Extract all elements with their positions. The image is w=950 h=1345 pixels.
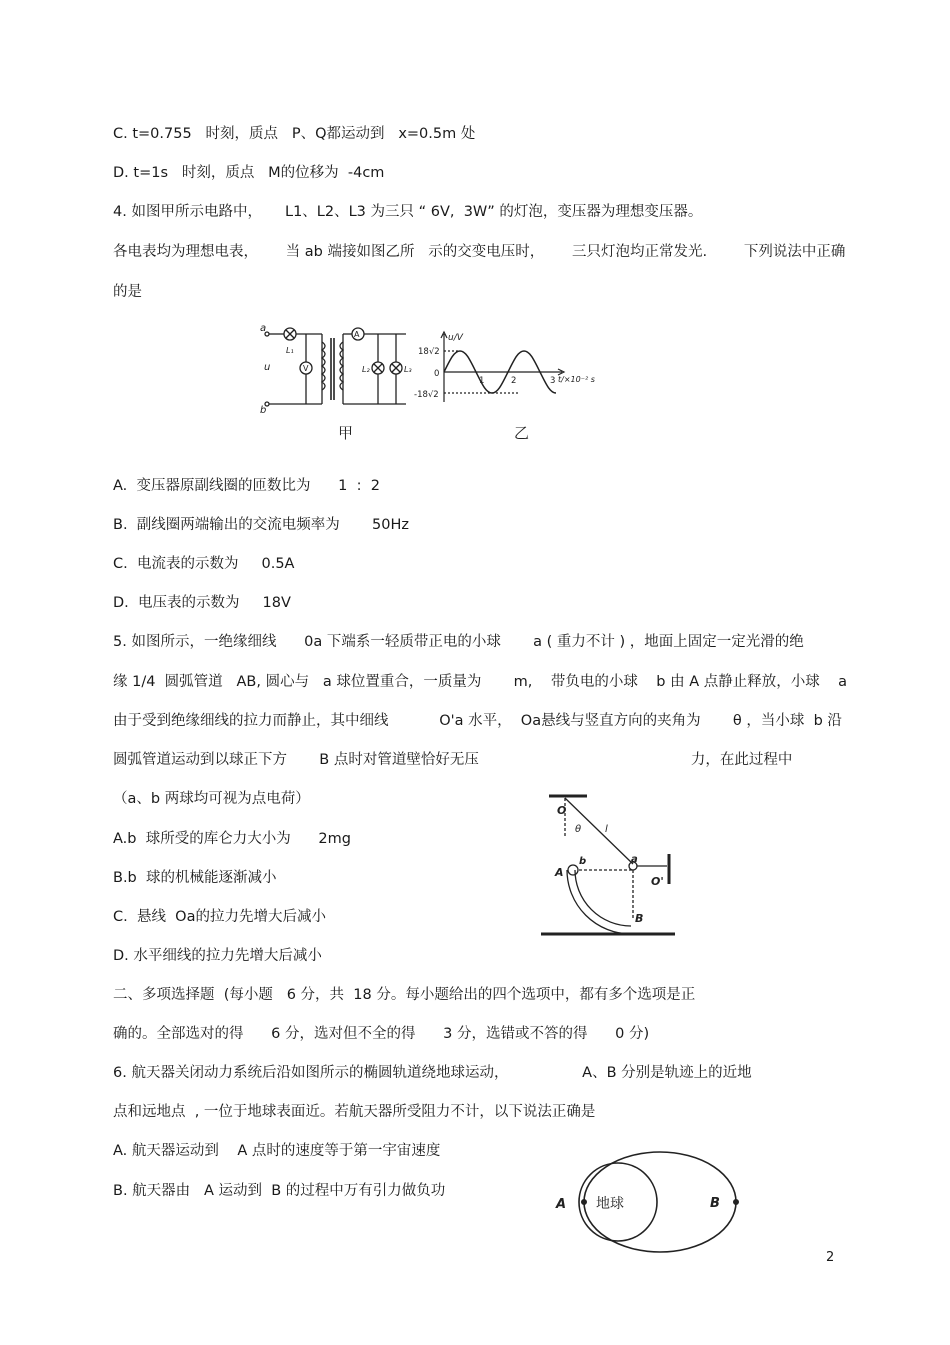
y-min-label: -18√2 — [414, 390, 439, 400]
text-line: 的是 — [113, 284, 142, 300]
text-line: C. t=0.755 时刻，质点 P、Q都运动到 x=0.5m 处 — [113, 126, 476, 142]
point-a-label: A — [556, 1197, 567, 1212]
text-line: 6. 航天器关闭动力系统后沿如图所示的椭圆轨道绕地球运动， A、B 分别是轨迹上的近地 — [113, 1065, 752, 1081]
lamp-l3-label: L₃ — [404, 365, 412, 374]
lamp-l2-label: L₂ — [362, 365, 370, 374]
orbit-figure — [550, 1145, 750, 1260]
figure-caption-yi: 乙 — [514, 424, 530, 440]
text-line: 二、多项选择题 (每小题 6 分，共 18 分。每小题给出的四个选项中，都有多个选项是正 — [113, 987, 696, 1003]
x-tick-3: 3 — [550, 376, 556, 386]
text-line: 各电表均为理想电表， 当 ab 端接如图乙所 示的交变电压时， 三只灯泡均正常发光. 下列说法中正确 — [113, 244, 846, 260]
voltage-u-label: u — [264, 362, 271, 373]
figure-caption-jia: 甲 — [338, 424, 354, 440]
earth-label: 地球 — [596, 1196, 624, 1212]
angle-theta-label: θ — [575, 824, 582, 835]
text-line: A.b 球所受的库仑力大小为 2mg — [113, 831, 351, 847]
sine-wave-figure — [410, 330, 620, 440]
text-line: D. 水平细线的拉力先增大后减小 — [113, 948, 322, 964]
text-line: 由于受到绝缘细线的拉力而静止，其中细线 O'a 水平， Oa悬线与竖直方向的夹角为 θ ，当小球 b 沿 — [113, 713, 842, 729]
pendulum-figure — [535, 788, 685, 943]
text-line: D. 电压表的示数为 18V — [113, 595, 291, 611]
point-b-label: B — [710, 1196, 720, 1211]
terminal-a-label: a — [260, 323, 267, 334]
terminal-b-label: b — [260, 405, 267, 416]
ball-b-label: b — [579, 856, 587, 867]
page-number: 2 — [826, 1250, 835, 1265]
text-line: （a、b 两球均可视为点电荷） — [113, 791, 310, 807]
primary-coil — [322, 342, 325, 390]
tube-inner — [575, 870, 631, 926]
text-line: 缘 1/4 圆弧管道 AB, 圆心与 a 球位置重合，一质量为 m, 带负电的小球 b 由 A 点静止释放，小球 a — [113, 674, 848, 690]
text-line: 5. 如图所示，一绝缘细线 0a 下端系一轻质带正电的小球 a ( 重力不计 ) ，地面上固定一定光滑的绝 — [113, 634, 804, 650]
text-line: 4. 如图甲所示电路中， L1、L2、L3 为三只 “ 6V, 3W” 的灯泡，变压器为理想变压器。 — [113, 204, 703, 220]
text-line: B. 航天器由 A 运动到 B 的过程中万有引力做负功 — [113, 1183, 446, 1199]
origin-label: 0 — [434, 369, 440, 379]
text-line: D. t=1s 时刻，质点 M的位移为 -4cm — [113, 165, 385, 181]
x-axis-label: t/×10⁻² s — [558, 375, 595, 384]
circuit-figure — [258, 320, 428, 440]
y-max-label: 18√2 — [418, 347, 440, 357]
ball-b — [568, 865, 578, 875]
ammeter-label: A — [354, 330, 360, 339]
ball-a-label: a — [631, 854, 638, 865]
x-tick-1: 1 — [479, 376, 485, 386]
tube-outer — [567, 870, 631, 934]
point-o-label: O — [557, 804, 567, 817]
point-a-label: A — [555, 866, 564, 879]
point-a-marker — [582, 1200, 586, 1204]
voltmeter-label: V — [303, 364, 309, 373]
x-tick-2: 2 — [511, 376, 517, 386]
point-o2-label: O' — [651, 875, 664, 888]
text-line: 确的。全部选对的得 6 分，选对但不全的得 3 分，选错或不答的得 0 分) — [113, 1026, 650, 1042]
text-line: A. 航天器运动到 A 点时的速度等于第一宇宙速度 — [113, 1143, 441, 1159]
y-axis-label: u/V — [448, 333, 463, 343]
lamp-l1-label: L₁ — [286, 346, 294, 355]
length-l-label: l — [605, 824, 608, 835]
text-line: B.b 球的机械能逐渐减小 — [113, 870, 277, 886]
text-line: 圆弧管道运动到以球正下方 B 点时对管道壁恰好无压 力，在此过程中 — [113, 752, 793, 768]
text-line: A. 变压器原副线圈的匝数比为 1 : 2 — [113, 478, 380, 494]
point-b-label: B — [635, 912, 644, 925]
text-line: 点和远地点 , 一位于地球表面近。若航天器所受阻力不计，以下说法正确是 — [113, 1104, 596, 1120]
text-line: C. 电流表的示数为 0.5A — [113, 556, 295, 572]
text-line: B. 副线圈两端输出的交流电频率为 50Hz — [113, 517, 410, 533]
text-line: C. 悬线 Oa的拉力先增大后减小 — [113, 909, 326, 925]
point-b-marker — [734, 1200, 738, 1204]
